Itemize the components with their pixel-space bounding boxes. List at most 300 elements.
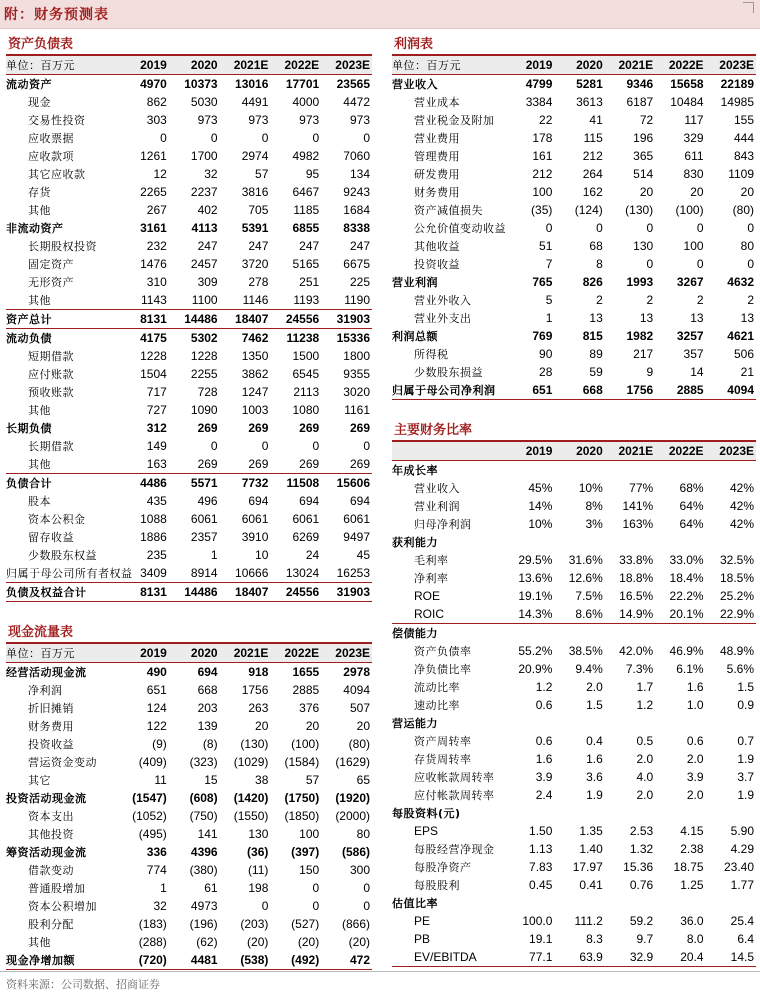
value-cell: 139 [197, 719, 218, 733]
value-cell: 2 [646, 293, 654, 307]
value-cell: 2237 [190, 185, 218, 199]
value-cell: 3816 [241, 185, 269, 199]
value-cell: 1500 [292, 349, 320, 363]
table-row [392, 93, 756, 111]
value-cell: 247 [299, 239, 320, 253]
value-cell: 4094 [706, 381, 756, 400]
value-cell: 31903 [321, 310, 372, 329]
value-cell: 269 [197, 421, 218, 435]
value-cell: 130 [633, 239, 654, 253]
value-cell: 25.4 [730, 914, 754, 928]
row-label: 长期借款 [28, 440, 74, 453]
value-cell: 18407 [220, 310, 271, 329]
row-label: 其他 [28, 294, 51, 307]
value-cell: 2.38 [680, 842, 704, 856]
value-cell: 269 [197, 457, 218, 471]
value-cell: 1193 [293, 293, 320, 307]
table-row [6, 419, 372, 437]
value-cell: 130 [248, 827, 269, 841]
value-cell: 1.6 [535, 752, 553, 766]
value-cell: 48.9% [719, 644, 754, 658]
row-label: 现金净增加额 [6, 951, 118, 970]
value-cell: 4632 [727, 275, 754, 289]
value-cell [554, 894, 604, 912]
value-cell: 4094 [343, 683, 370, 697]
value-cell: 1109 [728, 167, 754, 181]
value-cell: 269 [248, 457, 269, 471]
value-cell: 64% [679, 517, 704, 531]
header-year-cell: 2022E [655, 442, 705, 461]
value-cell: 365 [633, 149, 654, 163]
row-label: EV/EBITDA [392, 948, 504, 967]
value-cell: 1003 [241, 403, 269, 417]
value-cell: 100 [532, 185, 553, 199]
value-cell: (8) [202, 737, 218, 751]
value-cell [605, 624, 655, 643]
value-cell: (1052) [132, 809, 167, 823]
table-row [392, 479, 756, 497]
corner-mark [743, 2, 754, 13]
value-cell: 0 [363, 131, 370, 145]
cash-flow-table [6, 644, 372, 970]
value-cell: 1476 [140, 257, 167, 271]
value-cell: 1700 [190, 149, 218, 163]
table-row [6, 129, 372, 147]
value-cell: 830 [683, 167, 704, 181]
value-cell: 918 [248, 665, 269, 679]
value-cell: 45% [528, 481, 553, 495]
value-cell: 20 [356, 719, 370, 733]
value-cell: 6061 [241, 512, 269, 526]
value-cell: 11 [154, 773, 167, 787]
row-label: 负债合计 [6, 474, 118, 493]
header-year-cell: 2019 [504, 442, 554, 461]
table-header-row [6, 56, 372, 75]
table-row [6, 237, 372, 255]
row-label: ROE [414, 589, 441, 603]
value-cell: 402 [197, 203, 218, 217]
value-cell: 5 [545, 293, 553, 307]
table-row [392, 587, 756, 605]
value-cell: 33.8% [619, 553, 654, 567]
value-cell: 769 [532, 329, 553, 343]
value-cell: 9497 [343, 530, 370, 544]
value-cell: 10% [528, 517, 553, 531]
value-cell [554, 804, 604, 822]
value-cell: 6545 [292, 367, 320, 381]
value-cell: (20) [297, 935, 320, 949]
table-row [6, 383, 372, 401]
value-cell: 668 [197, 683, 218, 697]
value-cell: 1.13 [529, 842, 553, 856]
value-cell: 95 [305, 167, 320, 181]
value-cell: 57 [255, 167, 269, 181]
value-cell: 9.7 [636, 932, 654, 946]
value-cell: (183) [138, 917, 167, 931]
value-cell: 435 [146, 494, 167, 508]
table-row [392, 219, 756, 237]
value-cell [605, 804, 655, 822]
row-label: 资本公积增加 [28, 900, 97, 913]
table-row [6, 825, 372, 843]
ratios-panel [392, 422, 756, 967]
value-cell: 21 [740, 365, 754, 379]
value-cell: 1088 [140, 512, 167, 526]
table-row [6, 329, 372, 348]
value-cell [605, 894, 655, 912]
value-cell: 14.5 [706, 948, 756, 967]
value-cell: 251 [299, 275, 320, 289]
value-cell: 1982 [626, 329, 654, 343]
value-cell: 6187 [626, 95, 654, 109]
value-cell: 1143 [140, 293, 167, 307]
value-cell: 77% [629, 481, 654, 495]
header-year-cell: 2021E [605, 442, 655, 461]
value-cell: (100) [675, 203, 704, 217]
value-cell: 163 [146, 457, 167, 471]
value-cell [504, 624, 554, 643]
table-row [392, 678, 756, 696]
value-cell: 973 [248, 113, 269, 127]
value-cell: 2265 [140, 185, 167, 199]
balance-sheet-table [6, 56, 372, 602]
value-cell: 3.7 [737, 770, 754, 784]
value-cell: 728 [197, 385, 218, 399]
row-label: 折旧摊销 [28, 702, 74, 715]
cash-flow-title: 现金流量表 [8, 625, 74, 640]
value-cell: 1228 [190, 349, 218, 363]
value-cell: 0.6 [535, 698, 553, 712]
value-cell [706, 804, 756, 822]
value-cell: 212 [532, 167, 553, 181]
header-year-cell: 2023E [321, 56, 372, 75]
table-row [6, 528, 372, 546]
value-cell: 68% [679, 481, 704, 495]
value-cell: 19.1% [518, 589, 553, 603]
row-label: 财务费用 [414, 186, 460, 199]
value-cell [504, 533, 554, 551]
value-cell: 15.36 [623, 860, 654, 874]
value-cell: 5165 [292, 257, 320, 271]
value-cell: 16.5% [619, 589, 654, 603]
value-cell: 4175 [118, 329, 169, 348]
table-row [6, 75, 372, 94]
value-cell: 0.76 [629, 878, 654, 892]
value-cell: 8131 [118, 310, 169, 329]
table-row [392, 660, 756, 678]
value-cell: 4472 [343, 95, 370, 109]
value-cell: 9.4% [575, 662, 603, 676]
value-cell: 20 [639, 185, 654, 199]
row-label: 其他 [28, 404, 51, 417]
table-row [392, 840, 756, 858]
row-label: 其他收益 [414, 240, 460, 253]
value-cell: 23565 [336, 77, 370, 91]
value-cell: 490 [146, 665, 167, 679]
value-cell: (527) [291, 917, 320, 931]
header-unit-cell: 单位：百万元 [6, 56, 118, 75]
value-cell: 12.6% [568, 571, 603, 585]
row-label: 营运资金变动 [28, 756, 97, 769]
value-cell: 10373 [184, 77, 218, 91]
value-cell: 1161 [344, 403, 370, 417]
table-row [6, 771, 372, 789]
value-cell: 141 [197, 827, 218, 841]
row-label: 少数股东权益 [28, 549, 97, 562]
row-label: 借款变动 [28, 864, 74, 877]
row-label: 流动比率 [414, 681, 460, 694]
table-row [392, 291, 756, 309]
value-cell: 774 [146, 863, 167, 877]
row-label: 资产周转率 [414, 735, 472, 748]
value-cell: 57 [305, 773, 320, 787]
value-cell: 0.5 [636, 734, 654, 748]
value-cell: 2 [747, 293, 754, 307]
value-cell: (130) [625, 203, 654, 217]
value-cell: 1.9 [737, 788, 754, 802]
row-label: 应收票据 [28, 132, 74, 145]
value-cell [655, 624, 705, 643]
table-row [6, 165, 372, 183]
value-cell: 3720 [241, 257, 269, 271]
value-cell: 357 [683, 347, 704, 361]
value-cell: 0 [545, 221, 553, 235]
value-cell: 11238 [270, 329, 321, 348]
value-cell: 15658 [670, 77, 704, 91]
value-cell: (586) [341, 845, 370, 859]
row-label: 投资活动现金流 [6, 792, 87, 805]
value-cell: 267 [146, 203, 167, 217]
table-header-row [6, 644, 372, 663]
value-cell: 80 [356, 827, 370, 841]
value-cell: 23.40 [723, 860, 754, 874]
value-cell: 5391 [241, 221, 269, 235]
value-cell: 0.41 [579, 878, 603, 892]
row-label: 存货 [28, 186, 51, 199]
table-row [392, 732, 756, 750]
value-cell: 717 [146, 385, 167, 399]
row-label: 应付帐款周转率 [414, 789, 495, 802]
value-cell: 1146 [242, 293, 269, 307]
table-header-row [392, 56, 756, 75]
value-cell: 68 [589, 239, 603, 253]
value-cell: 16253 [336, 566, 370, 580]
value-cell: 19.1 [529, 932, 553, 946]
value-cell: 3.9 [686, 770, 704, 784]
value-cell [655, 461, 705, 480]
row-label: 利润总额 [392, 330, 438, 343]
table-row [6, 401, 372, 419]
row-label: 负债及权益合计 [6, 583, 118, 602]
value-cell: 826 [582, 275, 603, 289]
table-row [392, 804, 756, 822]
row-label: 少数股东损益 [414, 366, 483, 379]
value-cell: 32.9 [605, 948, 655, 967]
table-row [392, 111, 756, 129]
ratios-title: 主要财务比率 [394, 423, 473, 438]
value-cell: 0.9 [737, 698, 754, 712]
value-cell: (203) [240, 917, 269, 931]
value-cell: 122 [146, 719, 167, 733]
cash-flow-panel [6, 624, 372, 970]
table-row [392, 129, 756, 147]
source-note: 资料来源：公司数据、招商证券 [6, 978, 160, 991]
value-cell: (750) [189, 809, 218, 823]
value-cell: 162 [582, 185, 603, 199]
value-cell: 705 [248, 203, 269, 217]
value-cell: 2.0 [686, 752, 704, 766]
value-cell: 6.1% [676, 662, 704, 676]
value-cell: 161 [532, 149, 553, 163]
row-label: 营业收入 [392, 78, 438, 91]
table-row [6, 111, 372, 129]
value-cell: 4.0 [636, 770, 654, 784]
value-cell: 141% [622, 499, 654, 513]
value-cell: 13 [690, 311, 704, 325]
value-cell: 155 [733, 113, 754, 127]
value-cell: 22.2% [669, 589, 704, 603]
table-row [392, 237, 756, 255]
header-year-cell: 2019 [504, 56, 554, 75]
value-cell: 3161 [140, 221, 167, 235]
value-cell: 9346 [626, 77, 654, 91]
value-cell: 14.9% [619, 607, 654, 621]
value-cell: 269 [349, 457, 370, 471]
value-cell: 247 [197, 239, 218, 253]
value-cell: 4621 [727, 329, 754, 343]
value-cell: 973 [299, 113, 320, 127]
value-cell: 10484 [670, 95, 704, 109]
value-cell: 7.83 [529, 860, 553, 874]
value-cell: (62) [196, 935, 218, 949]
row-label: 每股净资产 [414, 861, 472, 874]
value-cell: 20.1% [669, 607, 704, 621]
value-cell: 1.9 [586, 788, 603, 802]
value-cell: 18.4% [669, 571, 704, 585]
value-cell: (323) [189, 755, 218, 769]
table-row [392, 894, 756, 912]
value-cell: 8338 [343, 221, 370, 235]
value-cell: 2.4 [535, 788, 553, 802]
balance-sheet-title: 资产负债表 [8, 37, 74, 52]
row-label: 营业外支出 [414, 312, 472, 325]
value-cell: 89 [589, 347, 603, 361]
value-cell: 0 [596, 221, 603, 235]
value-cell: 24556 [270, 583, 321, 602]
table-row [6, 879, 372, 897]
value-cell: 269 [299, 457, 320, 471]
value-cell: 8.6% [575, 607, 603, 621]
footer-rule [0, 971, 760, 972]
header-year-cell: 2019 [118, 644, 169, 663]
value-cell: 45 [356, 548, 370, 562]
table-row [6, 147, 372, 165]
value-cell: 4973 [190, 899, 218, 913]
value-cell [554, 533, 604, 551]
table-row [6, 474, 372, 493]
header-year-cell: 2023E [706, 56, 756, 75]
value-cell: 13 [589, 311, 603, 325]
value-cell: 300 [349, 863, 370, 877]
value-cell: 196 [633, 131, 654, 145]
table-row [6, 717, 372, 735]
row-label: 速动比率 [414, 699, 460, 712]
value-cell: 7 [545, 257, 553, 271]
table-row [6, 753, 372, 771]
page-title: 附：财务预测表 [4, 7, 109, 23]
value-cell: 2.0 [636, 752, 654, 766]
row-label: 长期负债 [6, 422, 52, 435]
value-cell: 694 [248, 494, 269, 508]
value-cell: 0 [312, 899, 320, 913]
table-row [6, 310, 372, 329]
value-cell: 28 [539, 365, 553, 379]
value-cell: 7.5% [575, 589, 603, 603]
value-cell: (100) [291, 737, 320, 751]
row-label: 财务费用 [28, 720, 74, 733]
row-label: 每股股利 [414, 879, 460, 892]
value-cell: 12 [153, 167, 167, 181]
value-cell [554, 624, 604, 643]
row-label: 预收账款 [28, 386, 74, 399]
row-label: 短期借款 [28, 350, 74, 363]
value-cell: 6467 [292, 185, 320, 199]
table-row [392, 858, 756, 876]
table-row [6, 492, 372, 510]
table-row [6, 437, 372, 455]
value-cell: 5030 [190, 95, 218, 109]
value-cell: (495) [138, 827, 167, 841]
value-cell: 0 [363, 439, 370, 453]
value-cell: 14.3% [518, 607, 553, 621]
value-cell: 2.0 [686, 788, 704, 802]
row-label: 非流动资产 [6, 222, 64, 235]
value-cell: 51 [539, 239, 553, 253]
value-cell: 13 [740, 311, 754, 325]
value-cell: (1850) [284, 809, 320, 823]
table-row [6, 915, 372, 933]
table-row [392, 696, 756, 714]
value-cell: 100 [299, 827, 320, 841]
value-cell: 0 [261, 439, 269, 453]
value-cell: 36.0 [680, 914, 704, 928]
value-cell: 63.9 [554, 948, 604, 967]
value-cell: 10 [255, 548, 269, 562]
value-cell: 1100 [191, 293, 218, 307]
value-cell: 2978 [343, 665, 370, 679]
row-label: 交易性投资 [28, 114, 86, 127]
value-cell: 0.45 [529, 878, 553, 892]
value-cell: 14985 [720, 95, 754, 109]
value-cell: 507 [349, 701, 370, 715]
value-cell: 6.4 [737, 932, 754, 946]
value-cell: 694 [349, 494, 370, 508]
row-label: 所得税 [414, 348, 449, 361]
value-cell: 6061 [343, 512, 370, 526]
value-cell: 11508 [270, 474, 321, 493]
table-row [6, 273, 372, 291]
value-cell: (866) [341, 917, 370, 931]
value-cell: 150 [299, 863, 320, 877]
row-label: 净负债比率 [414, 663, 472, 676]
table-row [392, 551, 756, 569]
row-label: 净利率 [414, 572, 449, 585]
value-cell: 10% [578, 481, 603, 495]
value-cell [706, 714, 756, 732]
table-row [6, 861, 372, 879]
value-cell: 2113 [293, 385, 320, 399]
row-label: 流动负债 [6, 329, 118, 348]
